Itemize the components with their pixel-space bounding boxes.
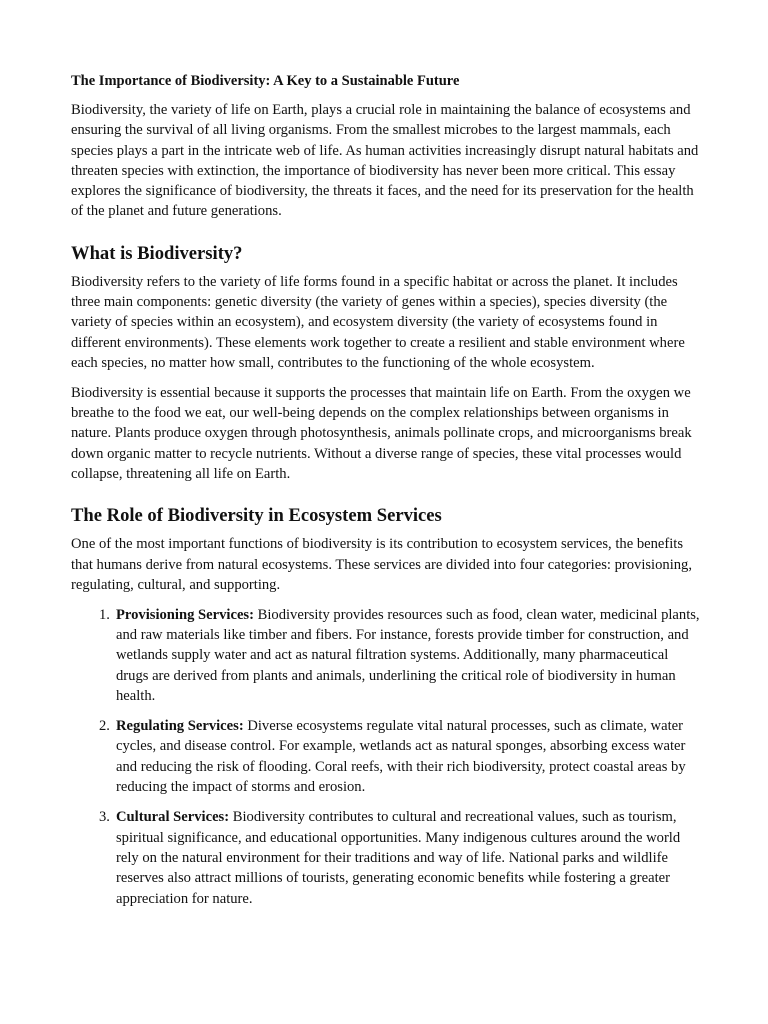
list-item — [99, 716, 701, 797]
intro-paragraph: Biodiversity, the variety of life on Earth, plays a crucial role in maintaining the balance of ecosystems and ensuring the survival of all living organisms. From the smallest microbes to the largest mammals, each species plays a part in the intricate web of life. As human activities increasingly disrupt natural habitats and threaten species with extinction, the importance of biodiversity has never been more critical. This essay explores the significance of biodiversity, the threats it faces, and the need for its preservation for the health of the planet and future generations. — [71, 102, 699, 220]
document-title: The Importance of Biodiversity: A Key to a Sustainable Future — [71, 73, 460, 89]
document-page — [71, 70, 701, 919]
list-item-number: 3. — [99, 809, 110, 826]
list-item — [99, 605, 701, 706]
list-item-number: 1. — [99, 606, 110, 623]
list-item-term: Cultural Services: — [116, 809, 230, 826]
list-item-text: Diverse ecosystems regulate vital natural processes, such as climate, water cycles, and disease control. For example, wetlands act as natural sponges, absorbing excess water and reducing the risk of flooding. Coral reefs, with their rich biodiversity, protect coastal areas by reducing the impact of storms and erosion. — [116, 718, 686, 796]
list-item-term: Provisioning Services: — [116, 606, 254, 623]
list-item-number: 2. — [99, 718, 110, 735]
section-1-paragraph-1: Biodiversity refers to the variety of life forms found in a specific habitat or across the planet. It includes three main components: genetic diversity (the variety of genes within a species), species diversity (the variety of species within an ecosystem), and ecosystem diversity (the variety of ecosystems found in different environments). These elements work together to create a resilient and stable environment where each species, no matter how small, contributes to the functioning of the whole ecosystem. — [71, 273, 685, 371]
list-item-text: Biodiversity contributes to cultural and recreational values, such as tourism, spiritual significance, and educational opportunities. Many indigenous cultures around the world rely on the natural environment for their traditions and way of life. National parks and wildlife reserves also attract millions of tourists, generating economic benefits while fostering a greater appreciation for nature. — [116, 809, 681, 907]
section-heading-what-is-biodiversity: What is Biodiversity? — [71, 242, 243, 264]
section-2-paragraph-1: One of the most important functions of biodiversity is its contribution to ecosystem services, the benefits that humans derive from natural ecosystems. These services are divided into four categories: provisioning, regulating, cultural, and supporting. — [71, 536, 693, 593]
section-1-paragraph-2: Biodiversity is essential because it supports the processes that maintain life on Earth. From the oxygen we breathe to the food we eat, our well-being depends on the complex relationships between organisms in nature. Plants produce oxygen through photosynthesis, animals pollinate crops, and microorganisms break down organic matter to recycle nutrients. Without a diverse range of species, these vital processes would collapse, threatening all life on Earth. — [71, 384, 692, 482]
ecosystem-services-list — [71, 605, 701, 909]
list-item-term: Regulating Services: — [116, 718, 244, 735]
list-item-text: Biodiversity provides resources such as food, clean water, medicinal plants, and raw materials like timber and fibers. For instance, forests provide timber for construction, and wetlands supply water and act as natural filtration systems. Additionally, many pharmaceutical drugs are derived from plants and animals, underlining the critical role of biodiversity in human health. — [116, 606, 700, 704]
list-item — [99, 807, 701, 908]
section-heading-ecosystem-services: The Role of Biodiversity in Ecosystem Services — [71, 505, 442, 527]
